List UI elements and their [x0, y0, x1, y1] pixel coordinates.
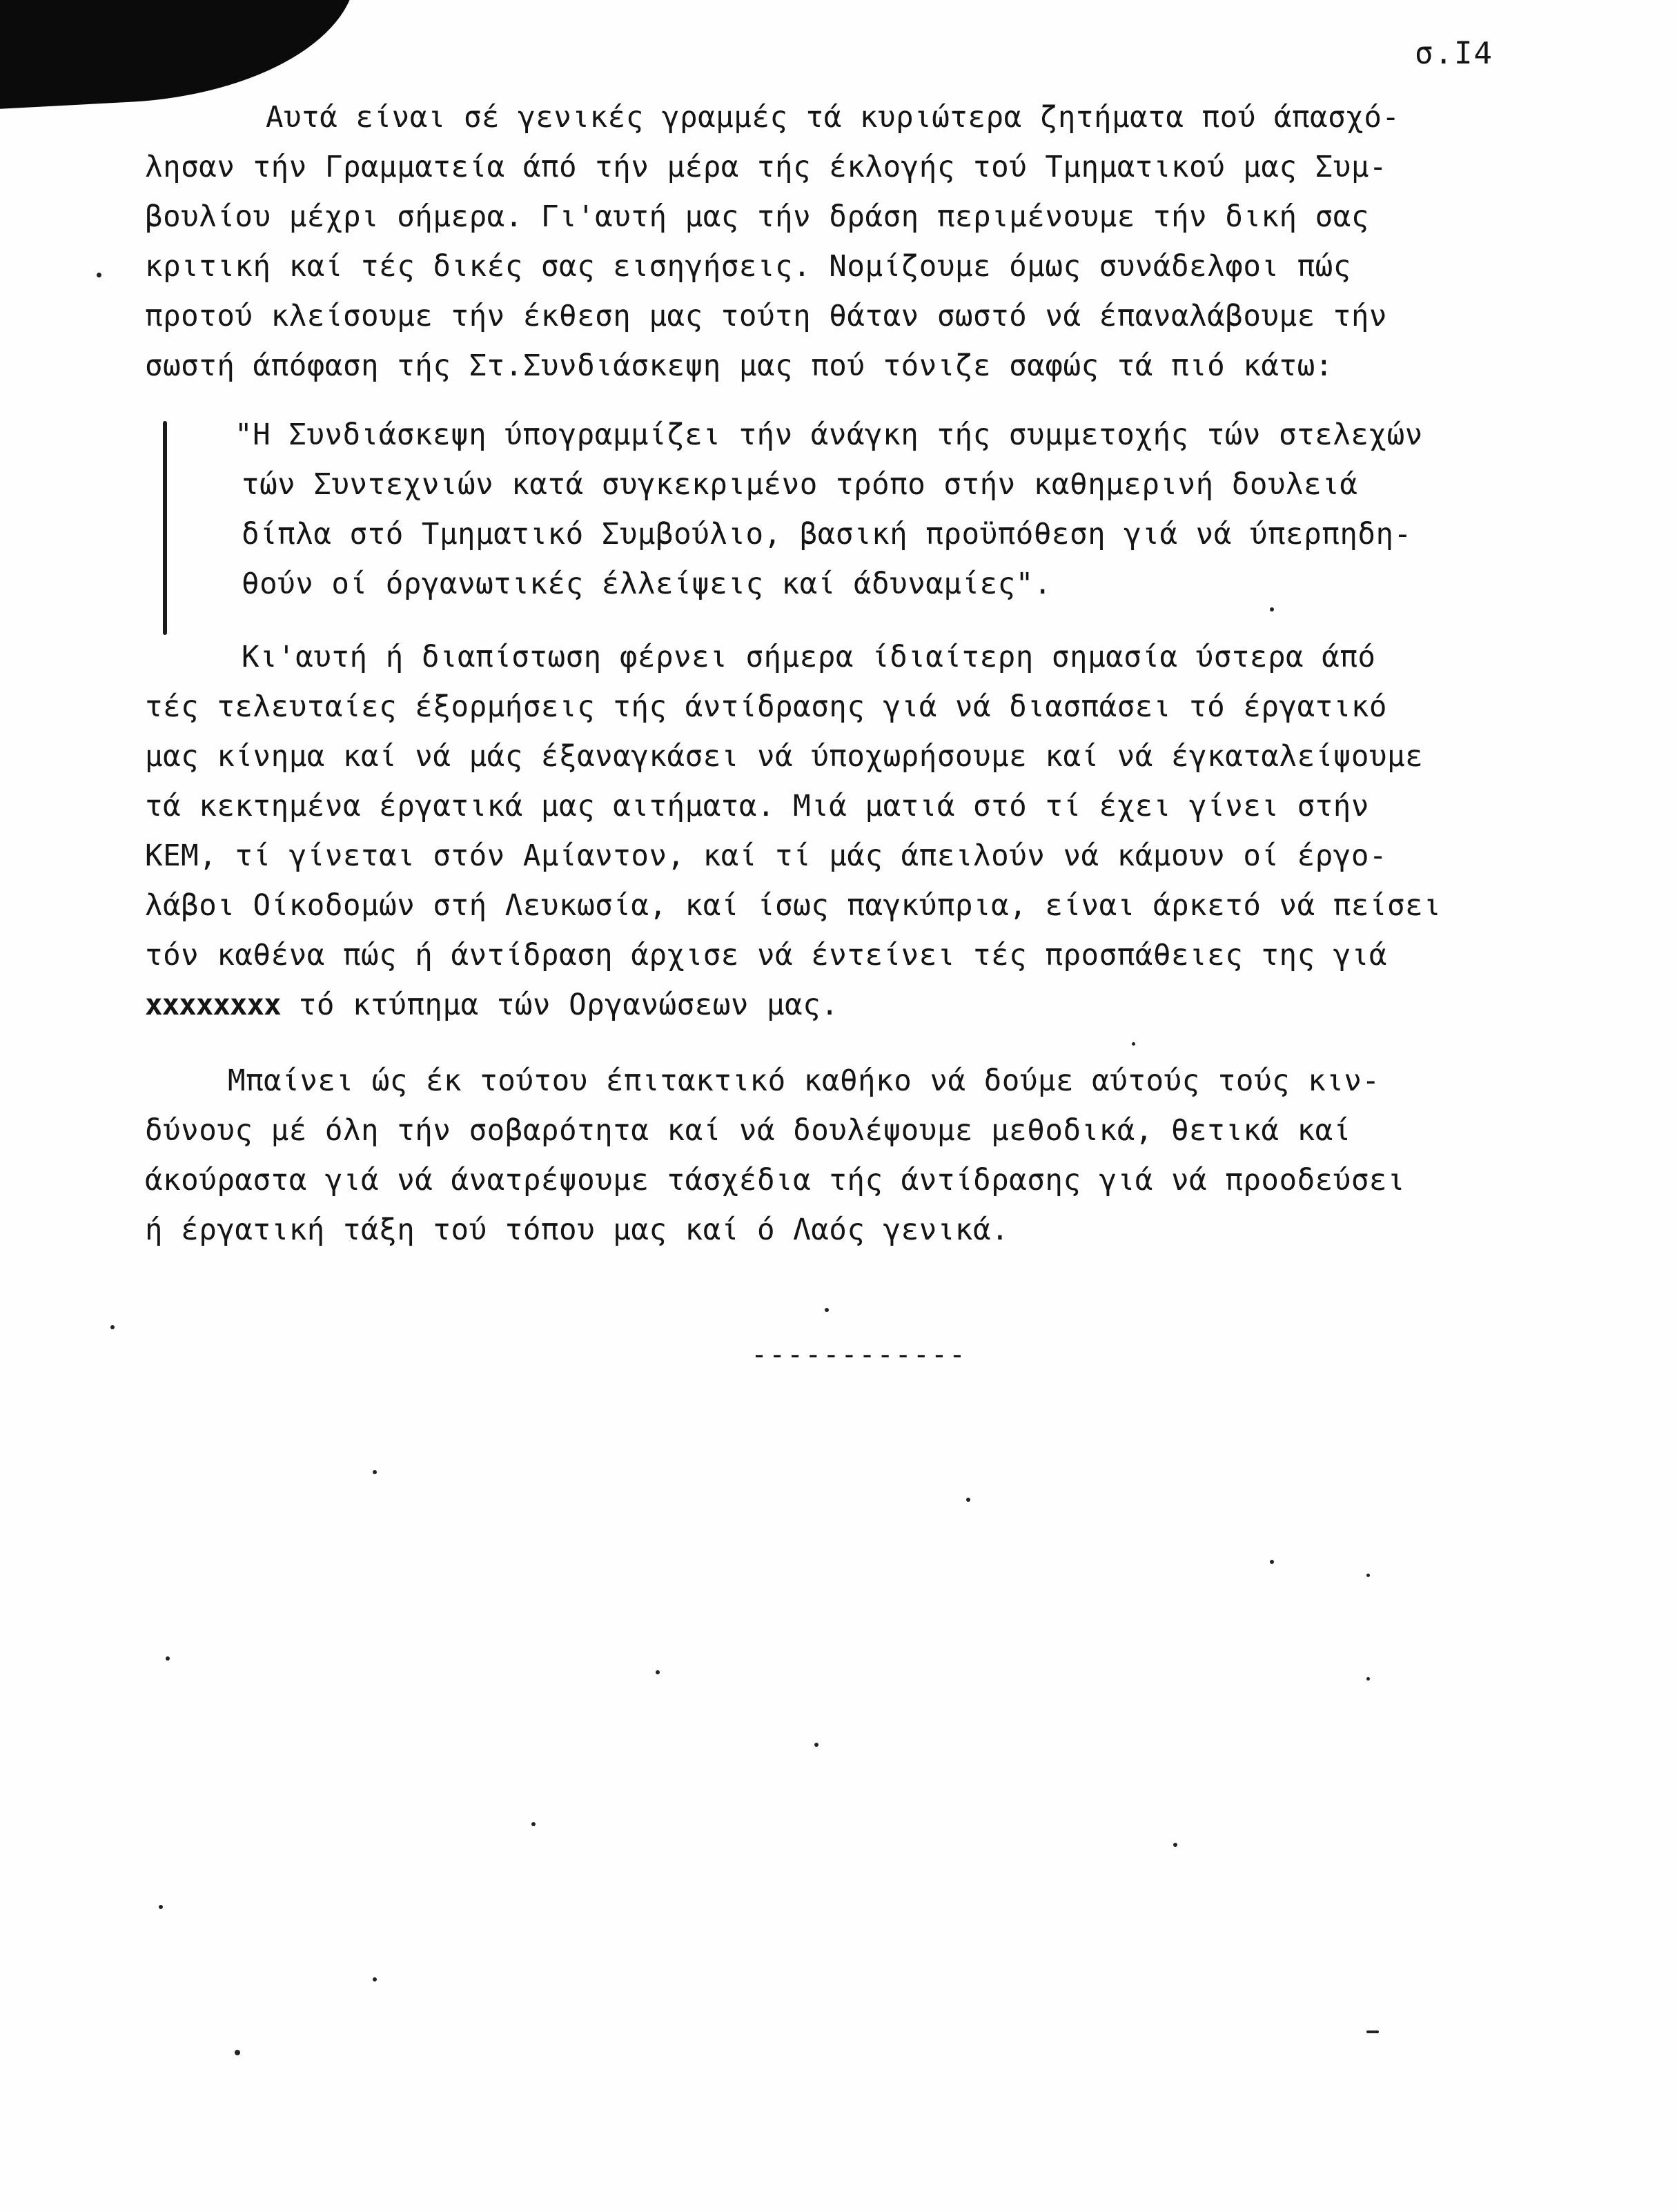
scan-speck	[1366, 1677, 1370, 1681]
scan-speck	[656, 1670, 660, 1674]
quote-line: τών Συντεχνιών κατά συγκεκριμένο τρόπο στήν καθημερινή δουλειά	[242, 468, 1358, 502]
text-line: προτού κλείσουμε τήν έκθεση μας τούτη θάταν σωστό νά έπαναλάβουμε τήν	[145, 300, 1388, 333]
scan-speck	[166, 1656, 170, 1661]
scan-speck	[1270, 607, 1274, 611]
text-line	[145, 988, 839, 1022]
scan-speck	[1366, 2030, 1379, 2033]
scan-speck	[97, 273, 101, 277]
scan-speck	[531, 1822, 536, 1826]
text-line: τές τελευταίες έξορμήσεις τής άντίδρασης γιά νά διασπάσει τό έργατικό	[145, 690, 1388, 724]
scan-speck	[373, 1470, 377, 1474]
quote-line: δίπλα στό Τμηματικό Συμβούλιο, βασική προϋπόθεση γιά νά ύπερπηδη-	[242, 518, 1412, 551]
text-line: ή έργατική τάξη τού τόπου μας καί ό Λαός γενικά.	[145, 1213, 1010, 1247]
quote-line: θούν οί όργανωτικές έλλείψεις καί άδυναμίες".	[242, 567, 1052, 601]
text-line: δύνους μέ όλη τήν σοβαρότητα καί νά δουλέψουμε μεθοδικά, θετικά καί	[145, 1114, 1351, 1148]
text-line: ΚΕΜ, τί γίνεται στόν Αμίαντον, καί τί μάς άπειλούν νά κάμουν οί έργο-	[145, 839, 1388, 873]
text-line: λησαν τήν Γραμματεία άπό τήν μέρα τής έκλογής τού Τμηματικού μας Συμ-	[145, 150, 1388, 184]
text-line: Κι'αυτή ή διαπίστωση φέρνει σήμερα ίδιαίτερη σημασία ύστερα άπό	[242, 640, 1376, 674]
struck-out-word: xxxxxxxx	[145, 988, 281, 1022]
scan-speck	[814, 1743, 818, 1747]
text-line: κριτική καί τές δικές σας εισηγήσεις. Νομίζουμε όμως συνάδελφοι πώς	[145, 250, 1351, 284]
scan-speck	[1173, 1843, 1177, 1847]
text-line: τά κεκτημένα έργατικά μας αιτήματα. Μιά ματιά στό τί έχει γίνει στήν	[145, 790, 1369, 823]
text-line: βουλίου μέχρι σήμερα. Γι'αυτή μας τήν δράση περιμένουμε τήν δική σας	[145, 200, 1369, 234]
text-line: Αυτά είναι σέ γενικές γραμμές τά κυριώτερα ζητήματα πού άπασχό-	[266, 101, 1400, 135]
text-line: τόν καθένα πώς ή άντίδραση άρχισε νά έντείνει τές προσπάθειες της γιά	[145, 939, 1388, 972]
text-line: σωστή άπόφαση τής Στ.Συνδιάσκεψη μας πού τόνιζε σαφώς τά πιό κάτω:	[145, 349, 1333, 383]
closing-dash-rule: ------------	[751, 1339, 967, 1371]
scan-speck	[825, 1308, 829, 1312]
scan-speck	[966, 1498, 970, 1502]
scan-speck	[373, 1977, 377, 1981]
scan-speck	[1366, 1574, 1370, 1577]
page-number: σ.Ι4	[1415, 36, 1493, 71]
text-line: λάβοι Οίκοδομών στή Λευκωσία, καί ίσως παγκύπρια, είναι άρκετό νά πείσει	[145, 889, 1442, 923]
text-line: μας κίνημα καί νά μάς έξαναγκάσει νά ύποχωρήσουμε καί νά έγκαταλείψουμε	[145, 740, 1424, 774]
line-rest: τό κτύπημα τών Οργανώσεων μας.	[280, 988, 839, 1022]
scan-speck	[235, 2050, 240, 2055]
quote-line: "Η Συνδιάσκεψη ύπογραμμίζει τήν άνάγκη τής συμμετοχής τών στελεχών	[235, 418, 1423, 452]
scan-speck	[1132, 1042, 1135, 1046]
scan-speck	[1270, 1560, 1274, 1564]
scan-speck	[159, 1905, 163, 1909]
text-line: άκούραστα γιά νά άνατρέψουμε τάσχέδια τής άντίδρασης γιά νά προοδεύσει	[145, 1164, 1406, 1197]
scan-speck	[110, 1325, 115, 1329]
corner-ink-blot	[0, 0, 362, 110]
quote-marker-bar	[163, 421, 167, 635]
text-line: Μπαίνει ώς έκ τούτου έπιτακτικό καθήκο νά δούμε αύτούς τούς κιν-	[228, 1064, 1380, 1098]
